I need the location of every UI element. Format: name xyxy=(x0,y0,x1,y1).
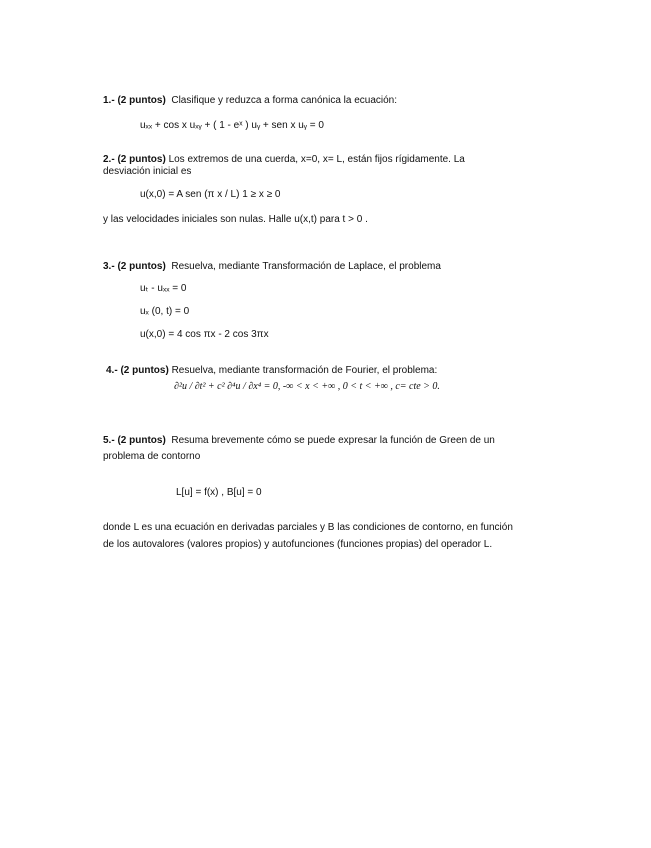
question-5-followup-2: de los autovalores (valores propios) y autofunciones (funciones propias) del operador L. xyxy=(103,539,493,550)
question-1-number: 1.- xyxy=(103,95,115,106)
question-5-points: (2 puntos) xyxy=(117,435,166,446)
question-2-text-2: desviación inicial es xyxy=(103,166,192,177)
question-2-heading xyxy=(103,154,465,166)
question-5-heading xyxy=(103,435,495,447)
question-2-followup: y las velocidades iniciales son nulas. Halle u(x,t) para t > 0 . xyxy=(103,214,368,225)
question-5-followup-1: donde L es una ecuación en derivadas parciales y B las condiciones de contorno, en función xyxy=(103,522,513,533)
question-4-equation-text: ∂²u / ∂t² + c² ∂⁴u / ∂x⁴ = 0, -∞ < x < +∞ , 0 < t < +∞ , c= cte > 0. xyxy=(174,381,440,392)
question-4-text: Resuelva, mediante transformación de Fourier, el problema: xyxy=(171,365,438,376)
question-3-number: 3.- xyxy=(103,261,115,272)
question-2-equation: u(x,0) = A sen (π x / L) 1 ≥ x ≥ 0 xyxy=(140,189,281,200)
question-4-equation xyxy=(174,381,440,393)
question-2-text-1: Los extremos de una cuerda, x=0, x= L, están fijos rígidamente. La xyxy=(168,154,465,165)
question-1-equation: uₓₓ + cos x uₓᵧ + ( 1 - eˣ ) uᵧ + sen x uᵧ = 0 xyxy=(140,120,324,131)
question-2-points: (2 puntos) xyxy=(117,154,166,165)
question-3-heading xyxy=(103,261,441,273)
question-2-number: 2.- xyxy=(103,154,115,165)
question-3-text: Resuelva, mediante Transformación de Laplace, el problema xyxy=(171,261,441,272)
question-1-heading xyxy=(103,95,397,107)
question-4-heading xyxy=(106,365,437,377)
question-3-points: (2 puntos) xyxy=(117,261,166,272)
question-4-points: (2 puntos) xyxy=(120,365,169,376)
question-4-number: 4.- xyxy=(106,365,118,376)
question-3-equation-3: u(x,0) = 4 cos πx - 2 cos 3πx xyxy=(140,329,269,340)
question-1-text: Clasifique y reduzca a forma canónica la ecuación: xyxy=(171,95,398,106)
question-3-equation-1: uₜ - uₓₓ = 0 xyxy=(140,283,187,294)
question-1-points: (2 puntos) xyxy=(117,95,166,106)
question-5-equation: L[u] = f(x) , B[u] = 0 xyxy=(176,487,262,498)
question-5-text-1: Resuma brevemente cómo se puede expresar la función de Green de un xyxy=(171,435,495,446)
question-3-equation-2: uₓ (0, t) = 0 xyxy=(140,306,190,317)
question-5-text-2: problema de contorno xyxy=(103,451,201,462)
question-5-number: 5.- xyxy=(103,435,115,446)
